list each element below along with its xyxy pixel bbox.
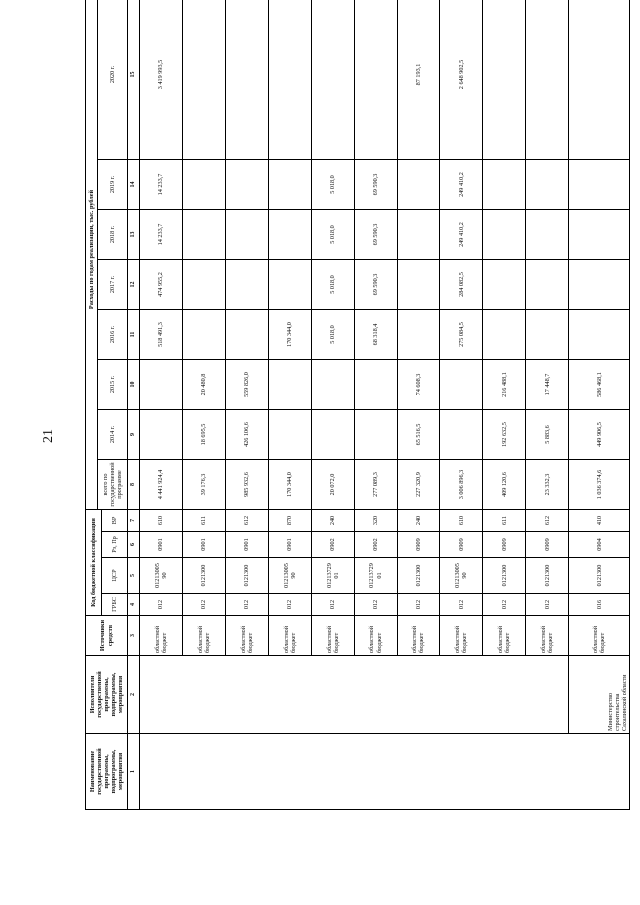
index-cell: 13 — [128, 210, 140, 260]
value-cell-y2020: 87 193,1 — [397, 0, 440, 160]
value-cell-csr: 0121300 — [569, 558, 630, 594]
index-cell: 1 — [128, 734, 140, 810]
value-cell-grbs: 012 — [483, 594, 526, 616]
index-cell: 14 — [128, 160, 140, 210]
value-cell-total: 985 932,6 — [225, 460, 268, 510]
value-cell-y2020 — [483, 0, 526, 160]
value-cell-total: 39 176,3 — [182, 460, 225, 510]
value-cell-y2014: 5 883,6 — [526, 410, 569, 460]
value-cell-csr: 0121300 — [225, 558, 268, 594]
header-sources: Источники средств — [86, 616, 128, 656]
value-cell-y2017: 284 082,5 — [440, 260, 483, 310]
value-cell-total: 170 344,0 — [268, 460, 311, 510]
value-cell-csr: 0121300 — [483, 558, 526, 594]
value-cell-y2020: 2 648 902,5 — [440, 0, 483, 160]
value-cell-rzpr: 0902 — [354, 532, 397, 558]
header-executor: Исполнители государственной программы, подпрограммы, мероприятия — [86, 656, 128, 734]
value-cell-grbs: 012 — [440, 594, 483, 616]
header-2018: 2018 г. — [98, 210, 128, 260]
header-2020: 2020 г. — [98, 0, 128, 160]
value-cell-y2018: 69 590,3 — [354, 210, 397, 260]
header-2016: 2016 г. — [98, 310, 128, 360]
index-cell: 6 — [128, 532, 140, 558]
value-cell-vr: 611 — [182, 510, 225, 532]
value-cell-vr: 612 — [225, 510, 268, 532]
source-cell: областной бюджет — [140, 616, 183, 656]
index-cell: 15 — [128, 0, 140, 160]
source-cell: областной бюджет — [397, 616, 440, 656]
header-grbs: ГРБС — [102, 594, 128, 616]
value-cell-vr: 240 — [311, 510, 354, 532]
header-budget-class: Код бюджетной классификации — [86, 510, 102, 616]
table-body — [128, 0, 630, 810]
value-cell-rzpr: 0901 — [225, 532, 268, 558]
value-cell-y2018: 14 233,7 — [140, 210, 183, 260]
value-cell-y2020 — [182, 0, 225, 160]
value-cell-rzpr: 0901 — [182, 532, 225, 558]
index-cell: 5 — [128, 558, 140, 594]
source-cell: областной бюджет — [311, 616, 354, 656]
value-cell-y2020 — [225, 0, 268, 160]
index-cell: 2 — [128, 656, 140, 734]
value-cell-y2016: 5 018,0 — [311, 310, 354, 360]
value-cell-y2018 — [225, 210, 268, 260]
value-cell-vr: 320 — [354, 510, 397, 532]
header-rzpr: Рз, Пр — [102, 532, 128, 558]
value-cell-y2018 — [569, 210, 630, 260]
value-cell-y2015: 216 488,1 — [483, 360, 526, 410]
value-cell-rzpr: 0901 — [268, 532, 311, 558]
value-cell-y2017: 69 590,3 — [354, 260, 397, 310]
value-cell-total: 23 332,3 — [526, 460, 569, 510]
source-cell: областной бюджет — [569, 616, 630, 656]
value-cell-y2016 — [182, 310, 225, 360]
executor-cell: Министерство строительства Сахалинской области — [569, 656, 630, 734]
index-cell: 9 — [128, 410, 140, 460]
value-cell-rzpr: 0909 — [397, 532, 440, 558]
value-cell-csr: 01213729 01 — [311, 558, 354, 594]
header-2019: 2019 г. — [98, 160, 128, 210]
value-cell-y2014: 18 695,5 — [182, 410, 225, 460]
value-cell-vr: 610 — [440, 510, 483, 532]
source-cell: областной бюджет — [354, 616, 397, 656]
value-cell-grbs: 012 — [268, 594, 311, 616]
value-cell-vr: 870 — [268, 510, 311, 532]
table-row — [569, 0, 630, 810]
value-cell-y2019: 14 233,7 — [140, 160, 183, 210]
header-csr: ЦСР — [102, 558, 128, 594]
value-cell-y2016: 275 084,5 — [440, 310, 483, 360]
value-cell-grbs: 012 — [225, 594, 268, 616]
value-cell-y2017 — [182, 260, 225, 310]
value-cell-csr: 0121300 — [182, 558, 225, 594]
value-cell-grbs: 012 — [140, 594, 183, 616]
column-index-row — [128, 0, 140, 810]
value-cell-csr: 01213729 01 — [354, 558, 397, 594]
value-cell-y2018: 5 018,0 — [311, 210, 354, 260]
value-cell-y2014 — [311, 410, 354, 460]
page-number: 21 — [41, 429, 56, 443]
value-cell-y2014 — [354, 410, 397, 460]
index-cell: 12 — [128, 260, 140, 310]
value-cell-csr: 0121300 — [397, 558, 440, 594]
value-cell-csr: 01213005 90 — [268, 558, 311, 594]
value-cell-grbs: 012 — [526, 594, 569, 616]
value-cell-total: 3 006 896,3 — [440, 460, 483, 510]
value-cell-y2019 — [569, 160, 630, 210]
value-cell-y2019: 69 590,3 — [354, 160, 397, 210]
value-cell-total: 20 072,0 — [311, 460, 354, 510]
value-cell-y2020: 3 419 993,5 — [140, 0, 183, 160]
value-cell-y2016 — [225, 310, 268, 360]
header-vr: ВР — [102, 510, 128, 532]
value-cell-y2019 — [526, 160, 569, 210]
value-cell-rzpr: 0909 — [483, 532, 526, 558]
value-cell-y2016: 68 318,4 — [354, 310, 397, 360]
source-cell: областной бюджет — [182, 616, 225, 656]
value-cell-rzpr: 0901 — [140, 532, 183, 558]
value-cell-vr: 612 — [526, 510, 569, 532]
value-cell-y2015 — [354, 360, 397, 410]
value-cell-y2014: 426 106,6 — [225, 410, 268, 460]
value-cell-y2019: 249 410,2 — [440, 160, 483, 210]
value-cell-y2016 — [569, 310, 630, 360]
header-expenses: Расходы по годам реализации, тыс. рублей — [86, 0, 98, 510]
value-cell-y2015: 586 468,1 — [569, 360, 630, 410]
index-cell: 8 — [128, 460, 140, 510]
value-cell-y2018 — [483, 210, 526, 260]
value-cell-y2018: 249 410,2 — [440, 210, 483, 260]
value-cell-y2015: 20 480,8 — [182, 360, 225, 410]
value-cell-y2018 — [268, 210, 311, 260]
value-cell-vr: 410 — [569, 510, 630, 532]
value-cell-grbs: 012 — [397, 594, 440, 616]
header-2014: 2014 г. — [98, 410, 128, 460]
value-cell-y2015 — [440, 360, 483, 410]
value-cell-y2018 — [397, 210, 440, 260]
value-cell-y2017 — [225, 260, 268, 310]
value-cell-y2016 — [397, 310, 440, 360]
header-total: всего по государственной программе — [98, 460, 128, 510]
value-cell-y2014: 65 516,5 — [397, 410, 440, 460]
value-cell-total: 409 120,6 — [483, 460, 526, 510]
header-name: Наименование государственной программы, подпрограммы, мероприятия — [86, 734, 128, 810]
value-cell-y2015 — [140, 360, 183, 410]
value-cell-y2019 — [225, 160, 268, 210]
source-cell: областной бюджет — [225, 616, 268, 656]
value-cell-y2015: 17 448,7 — [526, 360, 569, 410]
value-cell-y2020 — [526, 0, 569, 160]
value-cell-y2019 — [182, 160, 225, 210]
header-2017: 2017 г. — [98, 260, 128, 310]
header-2015: 2015 г. — [98, 360, 128, 410]
index-cell: 10 — [128, 360, 140, 410]
value-cell-vr: 610 — [140, 510, 183, 532]
value-cell-y2017 — [268, 260, 311, 310]
budget-table — [85, 0, 630, 810]
source-cell: областной бюджет — [268, 616, 311, 656]
value-cell-y2019 — [483, 160, 526, 210]
source-cell: областной бюджет — [526, 616, 569, 656]
value-cell-grbs: 016 — [569, 594, 630, 616]
value-cell-y2015 — [311, 360, 354, 410]
value-cell-y2014 — [140, 410, 183, 460]
value-cell-grbs: 012 — [311, 594, 354, 616]
value-cell-csr: 01213005 90 — [140, 558, 183, 594]
value-cell-y2020 — [311, 0, 354, 160]
value-cell-rzpr: 0909 — [526, 532, 569, 558]
value-cell-grbs: 012 — [354, 594, 397, 616]
value-cell-csr: 0121300 — [526, 558, 569, 594]
value-cell-y2016: 518 491,3 — [140, 310, 183, 360]
index-cell: 7 — [128, 510, 140, 532]
value-cell-y2018 — [182, 210, 225, 260]
value-cell-y2017 — [569, 260, 630, 310]
value-cell-y2017 — [483, 260, 526, 310]
value-cell-y2014: 192 632,5 — [483, 410, 526, 460]
source-cell: областной бюджет — [483, 616, 526, 656]
program-name-cell — [140, 734, 630, 810]
executor-cell — [140, 656, 569, 734]
value-cell-y2017: 5 018,0 — [311, 260, 354, 310]
value-cell-y2019 — [397, 160, 440, 210]
budget-table-container — [85, 40, 630, 810]
value-cell-y2014: 449 906,5 — [569, 410, 630, 460]
value-cell-total: 227 320,9 — [397, 460, 440, 510]
value-cell-y2018 — [526, 210, 569, 260]
value-cell-total: 4 441 924,4 — [140, 460, 183, 510]
value-cell-vr: 240 — [397, 510, 440, 532]
table-row — [140, 0, 183, 810]
value-cell-y2020 — [354, 0, 397, 160]
value-cell-csr: 01213005 90 — [440, 558, 483, 594]
value-cell-rzpr: 0902 — [311, 532, 354, 558]
value-cell-y2020 — [569, 0, 630, 160]
value-cell-rzpr: 0909 — [440, 532, 483, 558]
value-cell-y2017: 474 955,2 — [140, 260, 183, 310]
value-cell-y2015: 559 826,0 — [225, 360, 268, 410]
value-cell-vr: 611 — [483, 510, 526, 532]
value-cell-y2017 — [526, 260, 569, 310]
value-cell-y2019 — [268, 160, 311, 210]
value-cell-grbs: 012 — [182, 594, 225, 616]
value-cell-rzpr: 0904 — [569, 532, 630, 558]
value-cell-total: 1 036 374,6 — [569, 460, 630, 510]
value-cell-y2014 — [440, 410, 483, 460]
value-cell-y2014 — [268, 410, 311, 460]
value-cell-y2017 — [397, 260, 440, 310]
value-cell-y2016 — [483, 310, 526, 360]
value-cell-y2019: 5 018,0 — [311, 160, 354, 210]
value-cell-y2015: 74 608,3 — [397, 360, 440, 410]
value-cell-y2015 — [268, 360, 311, 410]
value-cell-y2016: 170 344,0 — [268, 310, 311, 360]
value-cell-total: 277 089,3 — [354, 460, 397, 510]
value-cell-y2016 — [526, 310, 569, 360]
value-cell-y2020 — [268, 0, 311, 160]
source-cell: областной бюджет — [440, 616, 483, 656]
index-cell: 3 — [128, 616, 140, 656]
index-cell: 4 — [128, 594, 140, 616]
index-cell: 11 — [128, 310, 140, 360]
